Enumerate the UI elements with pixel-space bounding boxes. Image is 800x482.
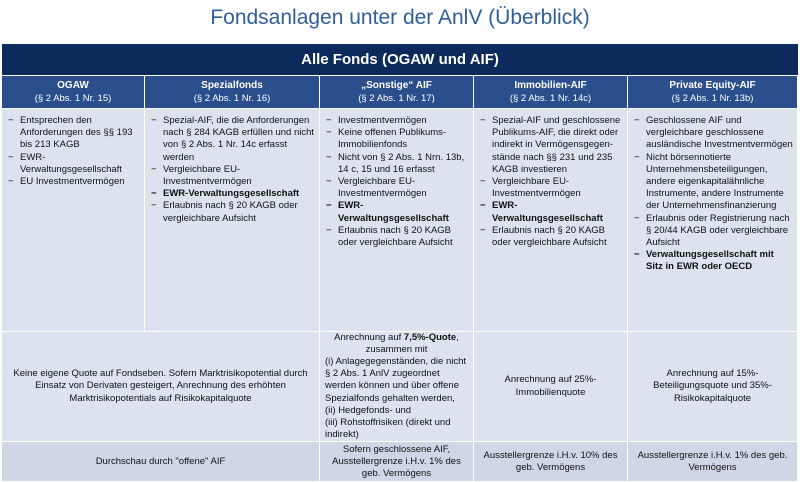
criteria-ogaw [2, 109, 145, 332]
quota-suffix: , zusammen mit [365, 331, 459, 355]
criteria-item: − Geschlossene AIF und vergleichbare geschlossene ausländische Investmentvermögen [634, 115, 793, 152]
quota-text: Anrechnung auf 15%-Beteiligungsquote und 35%-Risikokapitalquote [653, 367, 772, 404]
criteria-row [2, 109, 798, 332]
footer-text: Sofern geschlossene AIF, Ausstellergrenze i.H.v. 1% des geb. Vermögens [332, 443, 461, 479]
criteria-item: − EWR-Verwaltungsgesellschaft [151, 188, 315, 200]
criteria-item: − Vergleichbare EU-Investmentvermögen [326, 176, 469, 200]
footer-text: Ausstellergrenze i.H.v. 10% des geb. Vermögens [483, 449, 618, 473]
banner-all-funds: Alle Fonds (OGAW und AIF) [2, 44, 798, 75]
criteria-item: − EWR-Verwaltungsgesellschaft [326, 200, 469, 224]
header-spezialfonds [145, 76, 320, 109]
criteria-item: − Nicht von § 2 Abs. 1 Nrn. 13b, 14 c, 15 und 16 erfasst [326, 152, 469, 176]
quota-text: Anrechnung auf 25%-Immobilienquote [504, 374, 597, 398]
criteria-item: − Keine offenen Publikums-Immobilienfonds [326, 127, 469, 151]
header-name: Immobilien-AIF [514, 80, 587, 91]
criteria-sonstige [320, 109, 474, 332]
header-ref: (§ 2 Abs. 1 Nr. 17) [358, 93, 435, 104]
criteria-immobilien [474, 109, 628, 332]
quota-immobilien [474, 332, 628, 442]
criteria-item: − Erlaubnis nach § 20 KAGB oder vergleichbare Aufsicht [326, 225, 469, 249]
criteria-item: − Erlaubnis oder Registrierung nach § 20/44 KAGB oder vergleichbare Aufsicht [634, 213, 793, 250]
footer-sonstige [320, 442, 474, 482]
quota-item: (i) Anlagegegenständen, die nicht § 2 Abs. 1 AnlV zugeordnet werden können und über offene Spezialfonds gehalten werden, [325, 356, 467, 404]
criteria-item: − Nicht börsennotierte Unternehmensbeteiligungen, andere eigenkapitalähnliche Instrumente, andere Instrumente der Unternehmensfinanzierung [634, 152, 793, 213]
criteria-item: − EWR-Verwaltungsgesellschaft [480, 200, 623, 224]
criteria-item: − Vergleichbare EU-Investmentvermögen [151, 164, 315, 188]
header-ref: (§ 2 Abs. 1 Nr. 15) [34, 93, 112, 104]
quota-ogaw-spezial [2, 332, 320, 442]
header-sonstige [320, 76, 474, 109]
header-ref: (§ 2 Abs. 1 Nr. 13b) [671, 93, 754, 104]
criteria-item: − EWR-Verwaltungsgesellschaft [8, 152, 140, 176]
criteria-item: − Verwaltungsgesellschaft mit Sitz in EWR oder OECD [634, 249, 793, 273]
quota-item: (iii) Rohstoffrisiken (direkt und indirekt) [325, 417, 451, 441]
fund-table [2, 76, 798, 482]
header-ref: (§ 2 Abs. 1 Nr. 16) [193, 93, 271, 104]
quota-item: (ii) Hedgefonds- und [325, 404, 412, 416]
page-title: Fondsanlagen unter der AnlV (Überblick) [210, 6, 590, 29]
criteria-spezialfonds [145, 109, 320, 332]
header-name: OGAW [57, 80, 89, 91]
header-name: Private Equity-AIF [669, 80, 756, 91]
footer-private-equity [628, 442, 798, 482]
criteria-private-equity [628, 109, 798, 332]
criteria-item: − Spezial-AIF und geschlossene Publikums-AIF, die direkt oder indirekt in Vermögensgegen-stände nach §§ 231 und 235 KAGB investieren [480, 115, 623, 176]
criteria-item: − Investmentvermögen [326, 115, 469, 127]
footer-ogaw-spezial [2, 442, 320, 482]
criteria-item: − Spezial-AIF, die die Anforderungen nach § 284 KAGB erfüllen und nicht von § 2 Abs. 1 Nr. 14c erfasst werden [151, 115, 315, 164]
footer-text: Ausstellergrenze i.H.v. 1% des geb. Vermögens [637, 449, 788, 473]
criteria-item: − Erlaubnis nach § 20 KAGB oder vergleichbare Aufsicht [151, 200, 315, 224]
criteria-item: − EU Investmentvermögen [8, 176, 140, 188]
header-name: Spezialfonds [201, 80, 263, 91]
header-private-equity [628, 76, 798, 109]
header-immobilien [474, 76, 628, 109]
quota-bold: 7,5%-Quote [403, 331, 457, 343]
criteria-item: − Erlaubnis nach § 20 KAGB oder vergleichbare Aufsicht [480, 225, 623, 249]
criteria-item: − Entsprechen den Anforderungen des §§ 193 bis 213 KAGB [8, 115, 140, 152]
footer-text: Durchschau durch "offene" AIF [95, 455, 226, 467]
header-ogaw [2, 76, 145, 109]
quota-private-equity [628, 332, 798, 442]
quota-prefix: Anrechnung auf [334, 331, 404, 343]
footer-immobilien [474, 442, 628, 482]
header-ref: (§ 2 Abs. 1 Nr. 14c) [509, 93, 592, 104]
quota-text: Keine eigene Quote auf Fondseben. Sofern Marktrisikopotential durch Einsatz von Derivaten gesteigert, Anrechnung des erhöhten Marktrisikopotentials auf Risikokapitalquote [13, 367, 308, 404]
header-name: „Sonstige“ AIF [361, 80, 432, 91]
quota-sonstige-head [325, 332, 468, 356]
header-row [2, 76, 798, 109]
footer-row [2, 442, 798, 482]
criteria-item: − Vergleichbare EU-Investmentvermögen [480, 176, 623, 200]
quota-row [2, 332, 798, 442]
quota-sonstige [320, 332, 474, 442]
